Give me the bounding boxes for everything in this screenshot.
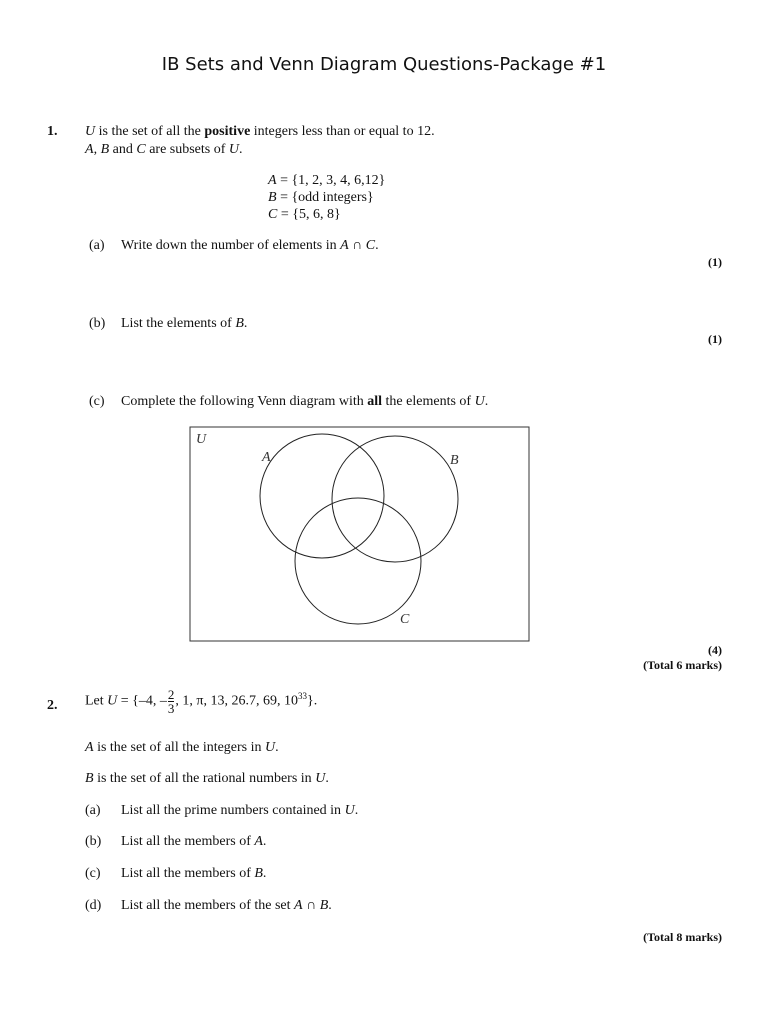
set-a-label: A: [262, 450, 271, 465]
q2-total-marks: (Total 8 marks): [643, 930, 722, 944]
fraction-two-thirds: $\frac{2}{3}$: [167, 687, 175, 716]
q2-part-d-text: List all the members of the set A ∩ B.: [121, 898, 332, 913]
set-c-definition: C = {5, 6, 8}: [268, 207, 341, 222]
universe-rectangle: [190, 427, 529, 641]
q2-universal-set: Let U = {–4, – $\frac{2}{3}$ , 1, π, 13, 26.7, 69, $10^{33}$}.: [85, 687, 318, 716]
q2-part-a-text: List all the prime numbers contained in U.: [121, 803, 359, 818]
circle-b: [332, 436, 458, 562]
q1-part-b-text: List the elements of B.: [121, 316, 248, 331]
q2-set-b-definition: B is the set of all the rational numbers in U.: [85, 771, 329, 786]
circle-a: [260, 434, 384, 558]
q1-part-c-label: (c): [89, 394, 105, 409]
venn-diagram: [189, 426, 531, 643]
question-2-number: 2.: [47, 698, 58, 713]
q2-part-c-label: (c): [85, 866, 101, 881]
page-title: IB Sets and Venn Diagram Questions-Package #1: [161, 54, 607, 75]
q2-part-a-label: (a): [85, 803, 101, 818]
universe-label: U: [196, 432, 207, 447]
set-c-label: C: [400, 612, 410, 627]
q1-part-b-label: (b): [89, 316, 106, 331]
q2-part-d-label: (d): [85, 898, 102, 913]
q1-part-a-text: Write down the number of elements in A ∩ C.: [121, 238, 379, 253]
q1-part-b-mark: (1): [708, 332, 722, 346]
q1-intro-line-1: U is the set of all the positive integers less than or equal to 12.: [85, 124, 435, 139]
set-b-definition: B = {odd integers}: [268, 190, 374, 205]
question-1-number: 1.: [47, 124, 58, 139]
circle-c: [295, 498, 421, 624]
q2-set-a-definition: A is the set of all the integers in U.: [85, 740, 279, 755]
q1-total-marks: (Total 6 marks): [643, 658, 722, 672]
q1-intro-line-2: A, B and C are subsets of U.: [85, 142, 243, 157]
q1-part-a-label: (a): [89, 238, 105, 253]
set-b-label: B: [450, 453, 459, 468]
q2-part-b-label: (b): [85, 834, 102, 849]
q1-part-c-mark: (4): [708, 643, 722, 657]
set-a-definition: A = {1, 2, 3, 4, 6,12}: [268, 173, 386, 188]
q1-part-c-text: Complete the following Venn diagram with all the elements of U.: [121, 394, 489, 409]
q1-part-a-mark: (1): [708, 255, 722, 269]
q2-part-c-text: List all the members of B.: [121, 866, 267, 881]
q2-part-b-text: List all the members of A.: [121, 834, 267, 849]
